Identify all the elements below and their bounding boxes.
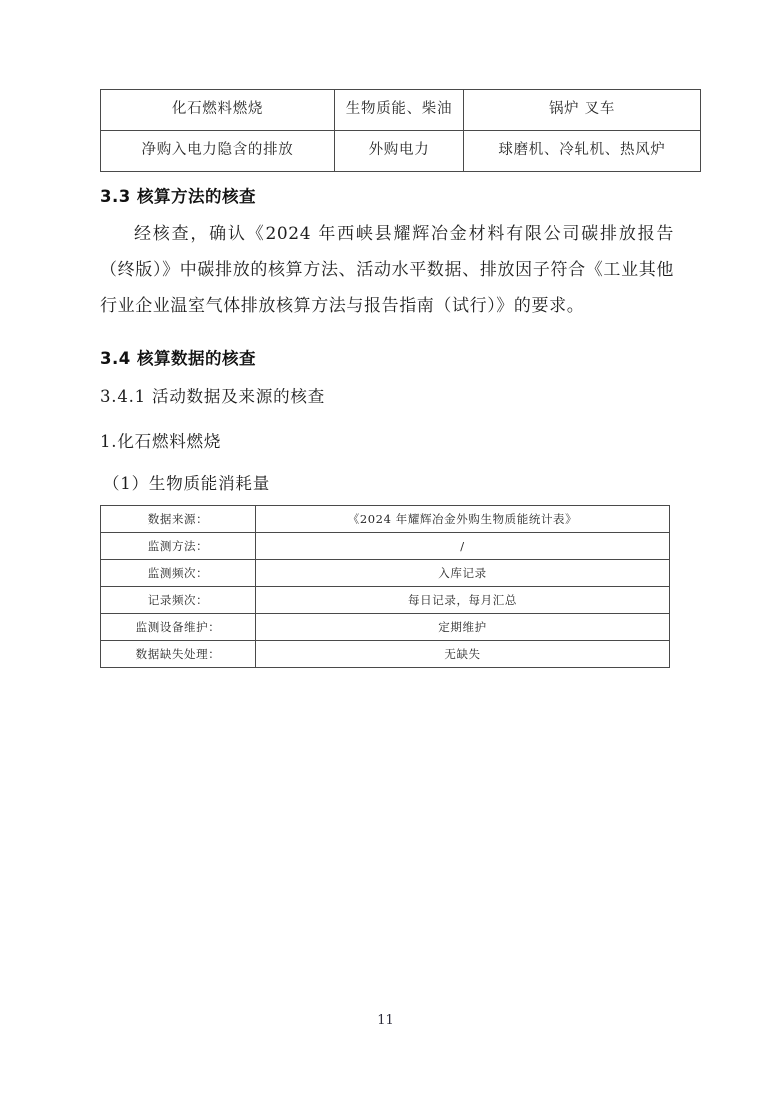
emission-source-table <box>100 89 701 172</box>
table-row <box>101 533 670 560</box>
data-source-label: 数据来源： <box>101 506 256 533</box>
data-source-label: 监测方法： <box>101 533 256 560</box>
data-source-label: 监测频次： <box>101 560 256 587</box>
emission-fuel-cell: 外购电力 <box>335 131 464 172</box>
table-row <box>101 131 701 172</box>
data-source-table <box>100 505 670 668</box>
data-source-label: 记录频次： <box>101 587 256 614</box>
data-source-value: 定期维护 <box>256 614 670 641</box>
table-row <box>101 560 670 587</box>
section-heading-3-3: 3.3 核算方法的核查 <box>100 187 256 206</box>
data-source-label: 监测设备维护： <box>101 614 256 641</box>
section-paragraph-3-3: 经核查，确认《2024 年西峡县耀辉冶金材料有限公司碳排放报告（终版）》中碳排放的核算方法、活动水平数据、排放因子符合《工业其他行业企业温室气体排放核算方法与报告指南（试行）》的要求。 <box>100 224 674 316</box>
data-source-value: 《2024 年耀辉冶金外购生物质能统计表》 <box>256 506 670 533</box>
data-source-label: 数据缺失处理： <box>101 641 256 668</box>
data-source-value: 无缺失 <box>256 641 670 668</box>
emission-equipment-cell: 球磨机、冷轧机、热风炉 <box>464 131 701 172</box>
data-source-value: / <box>256 533 670 560</box>
table-row <box>101 587 670 614</box>
emission-fuel-cell: 生物质能、柴油 <box>335 90 464 131</box>
subsection-heading-fossil-fuel: 1.化石燃料燃烧 <box>100 432 222 451</box>
emission-category-cell: 净购入电力隐含的排放 <box>101 131 335 172</box>
table-row <box>101 641 670 668</box>
page-number: 11 <box>377 1013 394 1028</box>
emission-equipment-cell: 锅炉 叉车 <box>464 90 701 131</box>
emission-category-cell: 化石燃料燃烧 <box>101 90 335 131</box>
table-row <box>101 506 670 533</box>
data-source-value: 入库记录 <box>256 560 670 587</box>
table-row <box>101 90 701 131</box>
table-row <box>101 614 670 641</box>
data-source-value: 每日记录，每月汇总 <box>256 587 670 614</box>
section-heading-3-4-1: 3.4.1 活动数据及来源的核查 <box>100 387 326 406</box>
subsection-heading-biomass-consumption: （1）生物质能消耗量 <box>103 474 270 493</box>
section-heading-3-4: 3.4 核算数据的核查 <box>100 349 256 368</box>
